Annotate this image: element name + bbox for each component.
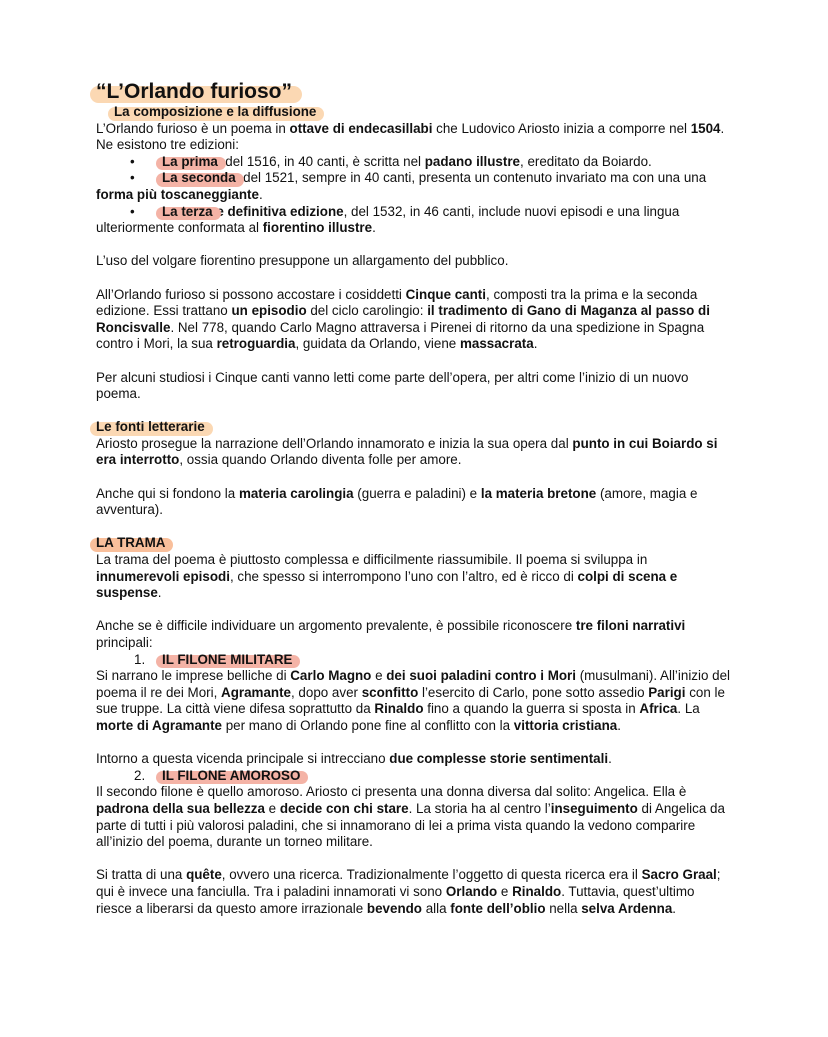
paragraph-volgare: L’uso del volgare fiorentino presuppone un allargamento del pubblico.	[96, 253, 509, 269]
paragraph-militare: Si narrano le imprese belliche di Carlo Magno e dei suoi paladini contro i Mori (musulmani). All’inizio del poema il re dei Mori, Agramante, dopo aver sconfitto l’esercito di Carlo, pone sotto assedio Parigi con le sue truppe. La città viene difesa soprattutto da Rinaldo fino a quando la guerra si sposta in Africa. La morte di Agramante per mano di Orlando pone fine al conflitto con la vittoria cristiana.	[96, 668, 731, 733]
section-fonti	[96, 419, 732, 519]
heading-amoroso: IL FILONE AMOROSO	[162, 767, 301, 783]
heading-trama: LA TRAMA	[96, 535, 166, 551]
paragraph-intro: L’Orlando furioso è un poema in ottave di endecasillabi che Ludovico Ariosto inizia a comporre nel 1504. Ne esistono tre edizioni:	[96, 120, 725, 153]
heading-fonti: Le fonti letterarie	[96, 419, 205, 435]
heading-militare-row	[96, 652, 732, 669]
bullet-icon: •	[130, 153, 135, 169]
list-item: • La prima, del 1516, in 40 canti, è scritta nel padano illustre, ereditato da Boiardo.	[130, 153, 652, 169]
section-trama	[96, 535, 732, 917]
paragraph-fonti-1: Ariosto prosegue la narrazione dell’Orlando innamorato e inizia la sua opera dal punto in cui Boiardo si era interrotto, ossia quando Orlando diventa folle per amore.	[96, 435, 718, 468]
paragraph-trama-2: Anche se è difficile individuare un argomento prevalente, è possibile riconoscere tre filoni narrativi principali:	[96, 618, 686, 650]
paragraph-cinque-canti: All’Orlando furioso si possono accostare i cosiddetti Cinque canti, composti tra la prima e la seconda edizione. Essi trattano un episodio del ciclo carolingio: il tradimento di Gano di Maganza al passo di Roncisvalle. Nel 778, quando Carlo Magno attraversa i Pirenei di ritorno da una spedizione in Spagna contro i Mori, la sua retroguardia, guidata da Orlando, viene massacrata.	[96, 286, 710, 352]
list-number: 1.	[134, 651, 146, 667]
heading-composizione: La composizione e la diffusione	[114, 104, 317, 119]
paragraph-studiosi: Per alcuni studiosi i Cinque canti vanno letti come parte dell’opera, per altri come l’inizio di un nuovo poema.	[96, 369, 689, 402]
paragraph-quete: Si tratta di una quête, ovvero una ricerca. Tradizionalmente l’oggetto di questa ricerca era il Sacro Graal; qui è invece una fanciulla. Tra i paladini innamorati vi sono Orlando e Rinaldo. Tuttavia, quest’ultimo riesce a liberarsi da questo amore irrazionale bevendo alla fonte dell’oblio nella selva Ardenna.	[96, 867, 721, 916]
section-composizione	[96, 104, 732, 403]
heading-amoroso-row	[96, 768, 732, 785]
paragraph-fonti-2: Anche qui si fondono la materia carolingia (guerra e paladini) e la materia bretone (amore, magia e avventura).	[96, 485, 698, 518]
bullet-icon: •	[130, 203, 135, 219]
page-title: “L’Orlando furioso”	[92, 80, 296, 104]
list-item: • La terza e definitiva edizione, del 1532, in 46 canti, include nuovi episodi e una lingua ulteriormente conformata al fiorentino illustre.	[96, 203, 680, 236]
paragraph-intorno: Intorno a questa vicenda principale si intrecciano due complesse storie sentimentali.	[96, 751, 612, 767]
bullet-icon: •	[130, 170, 135, 186]
editions-list	[96, 154, 732, 237]
heading-militare: IL FILONE MILITARE	[162, 651, 293, 667]
paragraph-amoroso: Il secondo filone è quello amoroso. Ariosto ci presenta una donna diversa dal solito: Angelica. Ella è padrona della sua bellezza e decide con chi stare. La storia ha al centro l’inseguimento di Angelica da parte di tutti i più valorosi paladini, che si innamorano di lei a prima vista quando la vedono comparire all’inizio del poema, durante un torneo militare.	[96, 784, 725, 850]
paragraph-trama-1: La trama del poema è piuttosto complessa e difficilmente riassumibile. Il poema si sviluppa in innumerevoli episodi, che spesso si interrompono l’uno con l’altro, ed è ricco di colpi di scena e suspense.	[96, 552, 678, 601]
list-item: • La seconda, del 1521, sempre in 40 canti, presenta un contenuto invariato ma con una una forma più toscaneggiante.	[96, 170, 707, 202]
list-number: 2.	[134, 767, 146, 783]
